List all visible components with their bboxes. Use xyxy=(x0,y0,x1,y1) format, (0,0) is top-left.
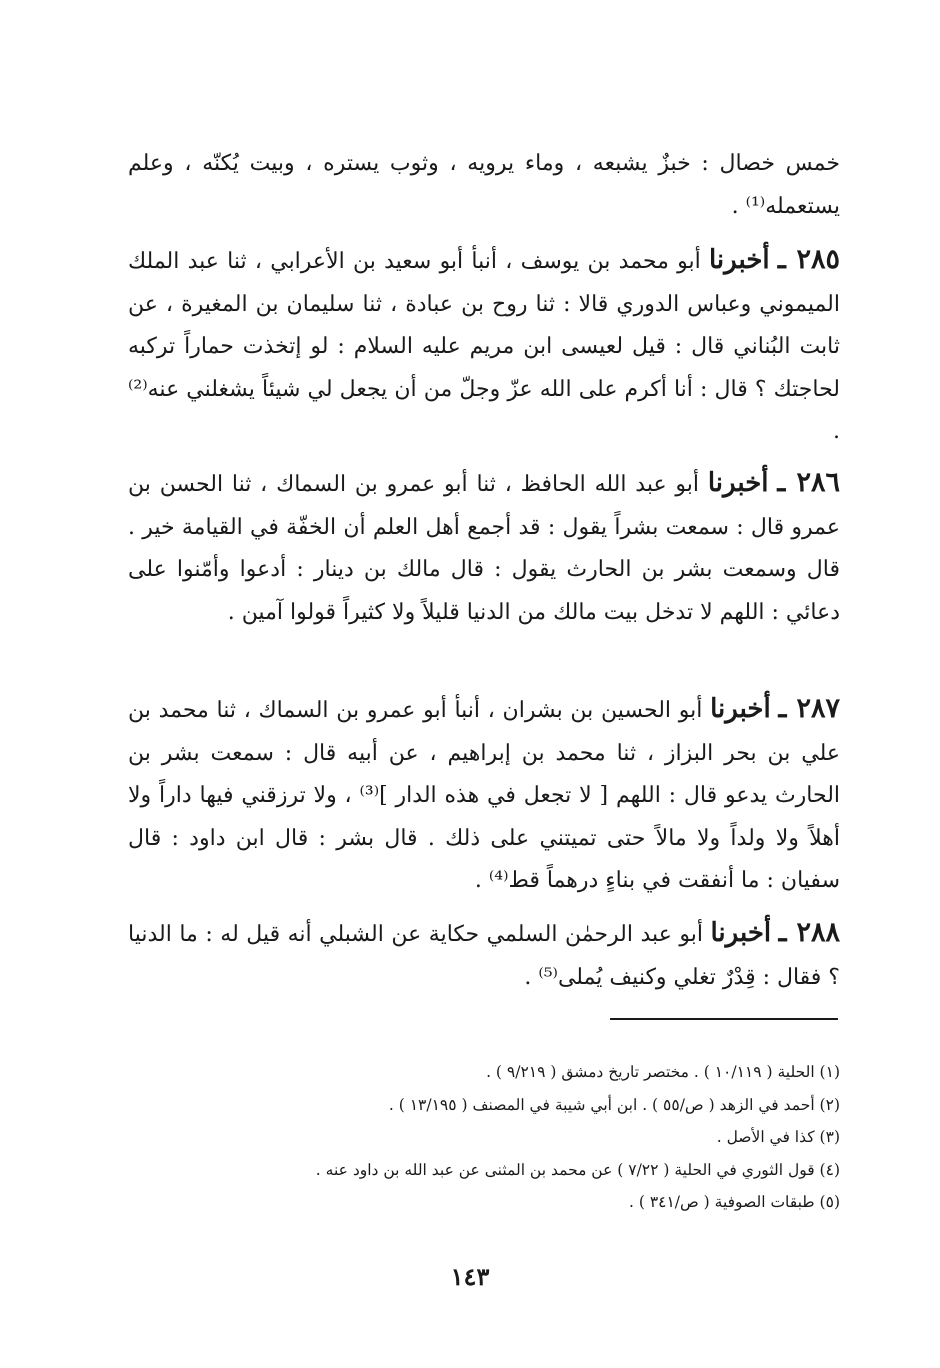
narration-number: ٢٨٧ ـ xyxy=(778,693,840,724)
narration-text: أبو محمد بن يوسف ، أنبأ أبو سعيد بن الأعرابي ، ثنا عبد الملك الميموني وعباس الدوري قالا : ثنا روح بن عبادة ، ثنا سليمان بن المغيرة ، عن ثابت البُناني قال : قيل لعيسى ابن مريم عليه السلام : لو إتخذت حماراً تركبه لحاجتك ؟ قال : أنا أكرم على الله عزّ وجلّ من أن يجعل لي شيئاً يشغلني عنه⁽²⁾ . xyxy=(128,249,840,444)
page-number: ١٤٣ xyxy=(450,1262,490,1291)
narration-keyword: أخبرنا xyxy=(710,694,771,724)
narration-285 xyxy=(128,239,840,454)
footnote-divider xyxy=(610,1018,838,1020)
footnote-2: (٢) أحمد في الزهد ( ص/٥٥ ) . ابن أبي شيبة في المصنف ( ١٣/١٩٥ ) . xyxy=(388,1095,840,1114)
footnote-4: (٤) قول الثوري في الحلية ( ٧/٢٢ ) عن محمد بن المثنى عن عبد الله بن داود عنه . xyxy=(315,1160,840,1179)
narration-keyword: أخبرنا xyxy=(709,245,770,275)
narration-287 xyxy=(128,688,840,903)
footnote-3: (٣) كذا في الأصل . xyxy=(716,1128,840,1146)
narration-number: ٢٨٦ ـ xyxy=(777,467,840,498)
narration-text: أبو عبد الرحمٰن السلمي حكاية عن الشبلي أنه قيل له : ما الدنيا ؟ فقال : قِدْرٌ تغلي وكنيف يُملى⁽⁵⁾ . xyxy=(128,922,840,990)
narration-text: أبو عبد الله الحافظ ، ثنا أبو عمرو بن السماك ، ثنا الحسن بن عمرو قال : سمعت بشراً يقول : قد أجمع أهل العلم أن الخفّة في القيامة خير . قال وسمعت بشر بن الحارث يقول : قال مالك بن دينار : أدعوا وأمّنوا على دعائي : اللهم لا تدخل بيت مالك من الدنيا قليلاً ولا كثيراً قولوا آمين . xyxy=(128,472,840,625)
narration-288 xyxy=(128,912,840,999)
narration-keyword: أخبرنا xyxy=(710,918,772,948)
narration-keyword: أخبرنا xyxy=(707,468,769,498)
narration-text: أبو الحسين بن بشران ، أنبأ أبو عمرو بن السماك ، ثنا محمد بن علي بن بحر البزاز ، ثنا محمد بن إبراهيم ، عن أبيه قال : سمعت بشر بن الحارث يدعو قال : اللهم [ لا تجعل في هذه الدار ]⁽³⁾ ، ولا ترزقني فيها داراً ولا أهلاً ولا ولداً ولا مالاً حتى تميتني على ذلك . قال بشر : قال ابن داود : قال سفيان : ما أنفقت في بناءٍ درهماً قط⁽⁴⁾ . xyxy=(128,698,841,893)
intro-paragraph: خمس خصال : خبزٌ يشبعه ، وماء يرويه ، وثوب يستره ، وبيت يُكنّه ، وعلم يستعمله⁽¹⁾ . xyxy=(128,151,840,219)
footnotes xyxy=(128,1056,840,1219)
narration-number: ٢٨٥ ـ xyxy=(777,244,840,275)
footnote-5: (٥) طبقات الصوفية ( ص/٣٤١ ) . xyxy=(628,1193,840,1211)
narration-number: ٢٨٨ ـ xyxy=(778,917,841,948)
footnote-1: (١) الحلية ( ١٠/١١٩ ) . مختصر تاريخ دمشق ( ٩/٢١٩ ) . xyxy=(486,1063,840,1081)
narration-286 xyxy=(128,462,840,634)
